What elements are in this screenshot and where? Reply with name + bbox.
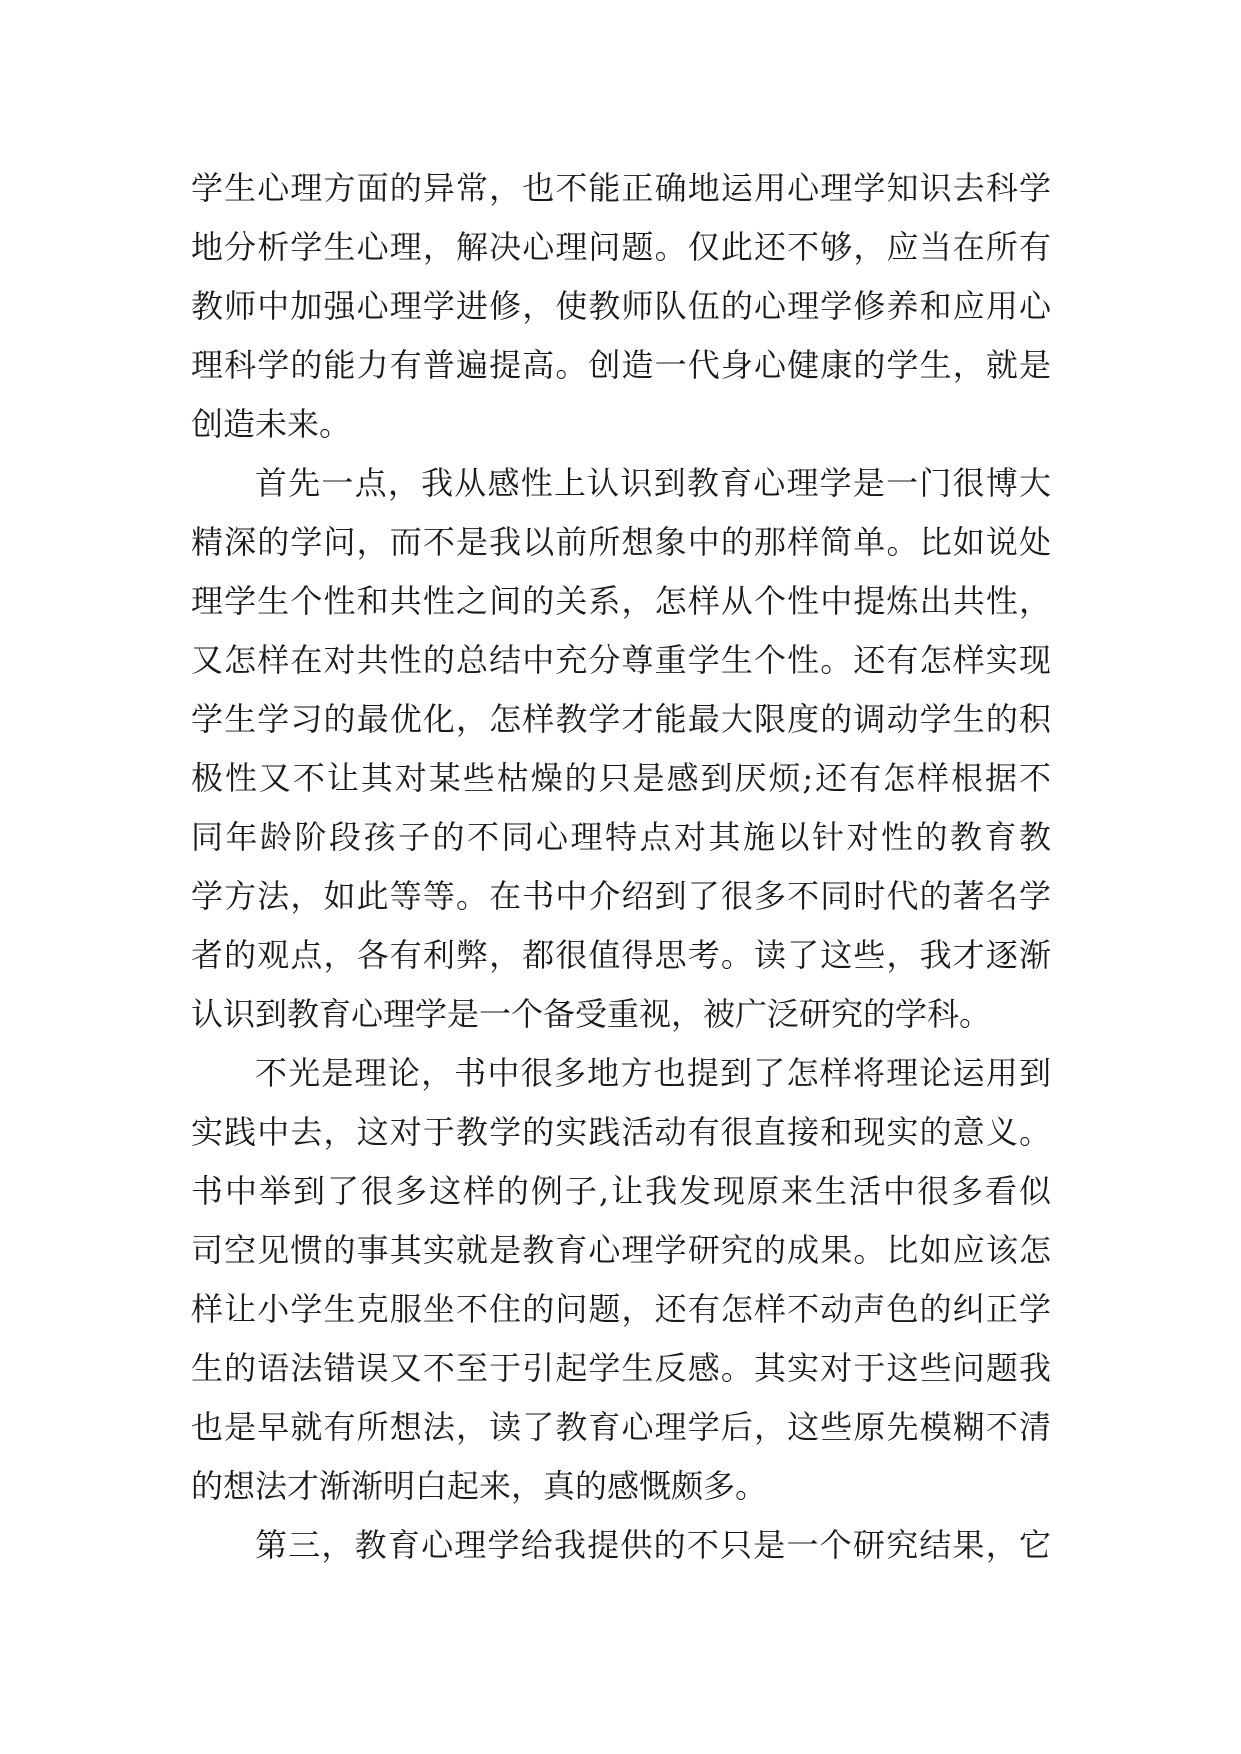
paragraph-start-line: 第三，教育心理学给我提供的不只是一个研究结果，它 [255,1526,1051,1564]
text-line: 地分析学生心理，解决心理问题。仅此还不够，应当在所有 [191,228,1051,266]
body-text [191,159,1051,1575]
text-line: 实践中去，这对于教学的实践活动有很直接和现实的意义。 [191,1113,1051,1151]
text-line: 者的观点，各有利弊，都很值得思考。读了这些，我才逐渐 [191,936,1051,974]
text-line: 极性又不让其对某些枯燥的只是感到厌烦;还有怎样根据不 [191,759,1051,797]
text-line: 又怎样在对共性的总结中充分尊重学生个性。还有怎样实现 [191,641,1051,679]
text-line: 学方法，如此等等。在书中介绍到了很多不同时代的著名学 [191,877,1051,915]
paragraph-start-line: 不光是理论，书中很多地方也提到了怎样将理论运用到 [255,1054,1051,1092]
paragraph-end-line: 创造未来。 [191,405,352,443]
text-line: 理科学的能力有普遍提高。创造一代身心健康的学生，就是 [191,346,1051,384]
text-line: 理学生个性和共性之间的关系，怎样从个性中提炼出共性， [191,582,1051,620]
text-line: 样让小学生克服坐不住的问题，还有怎样不动声色的纠正学 [191,1290,1051,1328]
text-line: 书中举到了很多这样的例子,让我发现原来生活中很多看似 [191,1172,1051,1210]
text-line: 学生心理方面的异常，也不能正确地运用心理学知识去科学 [191,169,1051,207]
paragraph-end-line: 认识到教育心理学是一个备受重视，被广泛研究的学科。 [191,995,992,1033]
text-line: 同年龄阶段孩子的不同心理特点对其施以针对性的教育教 [191,818,1051,856]
text-line: 学生学习的最优化，怎样教学才能最大限度的调动学生的积 [191,700,1051,738]
paragraph-start-line: 首先一点，我从感性上认识到教育心理学是一门很博大 [255,464,1051,502]
paragraph-end-line: 的想法才渐渐明白起来，真的感慨颇多。 [191,1467,768,1505]
text-line: 教师中加强心理学进修，使教师队伍的心理学修养和应用心 [191,287,1051,325]
text-line: 精深的学问，而不是我以前所想象中的那样简单。比如说处 [191,523,1051,561]
text-line: 生的语法错误又不至于引起学生反感。其实对于这些问题我 [191,1349,1051,1387]
text-line: 也是早就有所想法，读了教育心理学后，这些原先模糊不清 [191,1408,1051,1446]
text-line: 司空见惯的事其实就是教育心理学研究的成果。比如应该怎 [191,1231,1051,1269]
